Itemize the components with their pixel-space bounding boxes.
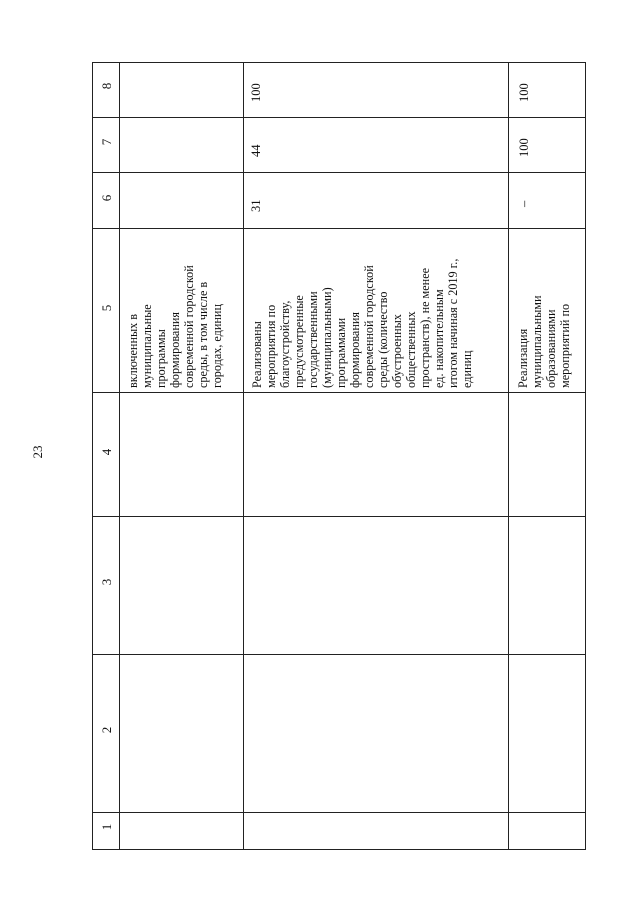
table-border-top — [92, 62, 586, 63]
col-line-2-1 — [92, 812, 586, 813]
col-line-3-2 — [92, 654, 586, 655]
row2-col7-value: 44 — [249, 144, 263, 157]
header-separator — [119, 62, 120, 850]
header-col-7: 7 — [99, 138, 114, 146]
col-line-4-3 — [92, 516, 586, 517]
row1-col5-text: включенных в муниципальные программы формирования современной городской среды, в том числе в городах, единиц — [126, 265, 224, 388]
row3-col8-value: 100 — [517, 83, 531, 102]
row3-col7-value: 100 — [517, 138, 531, 157]
row3-col6-value: – — [517, 200, 531, 207]
col-line-7-6 — [92, 172, 586, 173]
row2-col6-value: 31 — [249, 199, 263, 212]
header-col-6: 6 — [99, 194, 114, 202]
table-border-right — [585, 62, 586, 850]
col-line-8-7 — [92, 117, 586, 118]
table-border-bottom — [92, 849, 586, 850]
header-col-8: 8 — [99, 82, 114, 90]
header-col-2: 2 — [99, 726, 114, 734]
row-line-2-3 — [508, 62, 509, 850]
col-line-5-4 — [92, 392, 586, 393]
header-col-4: 4 — [99, 448, 114, 456]
page-number: 23 — [30, 445, 45, 459]
row-line-1-2 — [243, 62, 244, 850]
col-line-6-5 — [92, 228, 586, 229]
table-border-left — [92, 62, 93, 850]
rotated-table — [92, 62, 586, 850]
row3-col5-text: Реализация муниципальными образованиями мероприятий по — [516, 295, 572, 388]
row2-col5-text: Реализованы мероприятия по благоустройству, предусмотренные государственными (муниципальными) программами формирования современной городской среды (количество обустроенных общественных пространств), не менее ед. накопительным итогом начиная с 2019 г., единиц — [250, 258, 474, 388]
row2-col8-value: 100 — [249, 83, 263, 102]
header-col-5: 5 — [99, 304, 114, 312]
header-col-3: 3 — [99, 578, 114, 586]
header-col-1: 1 — [99, 823, 114, 831]
